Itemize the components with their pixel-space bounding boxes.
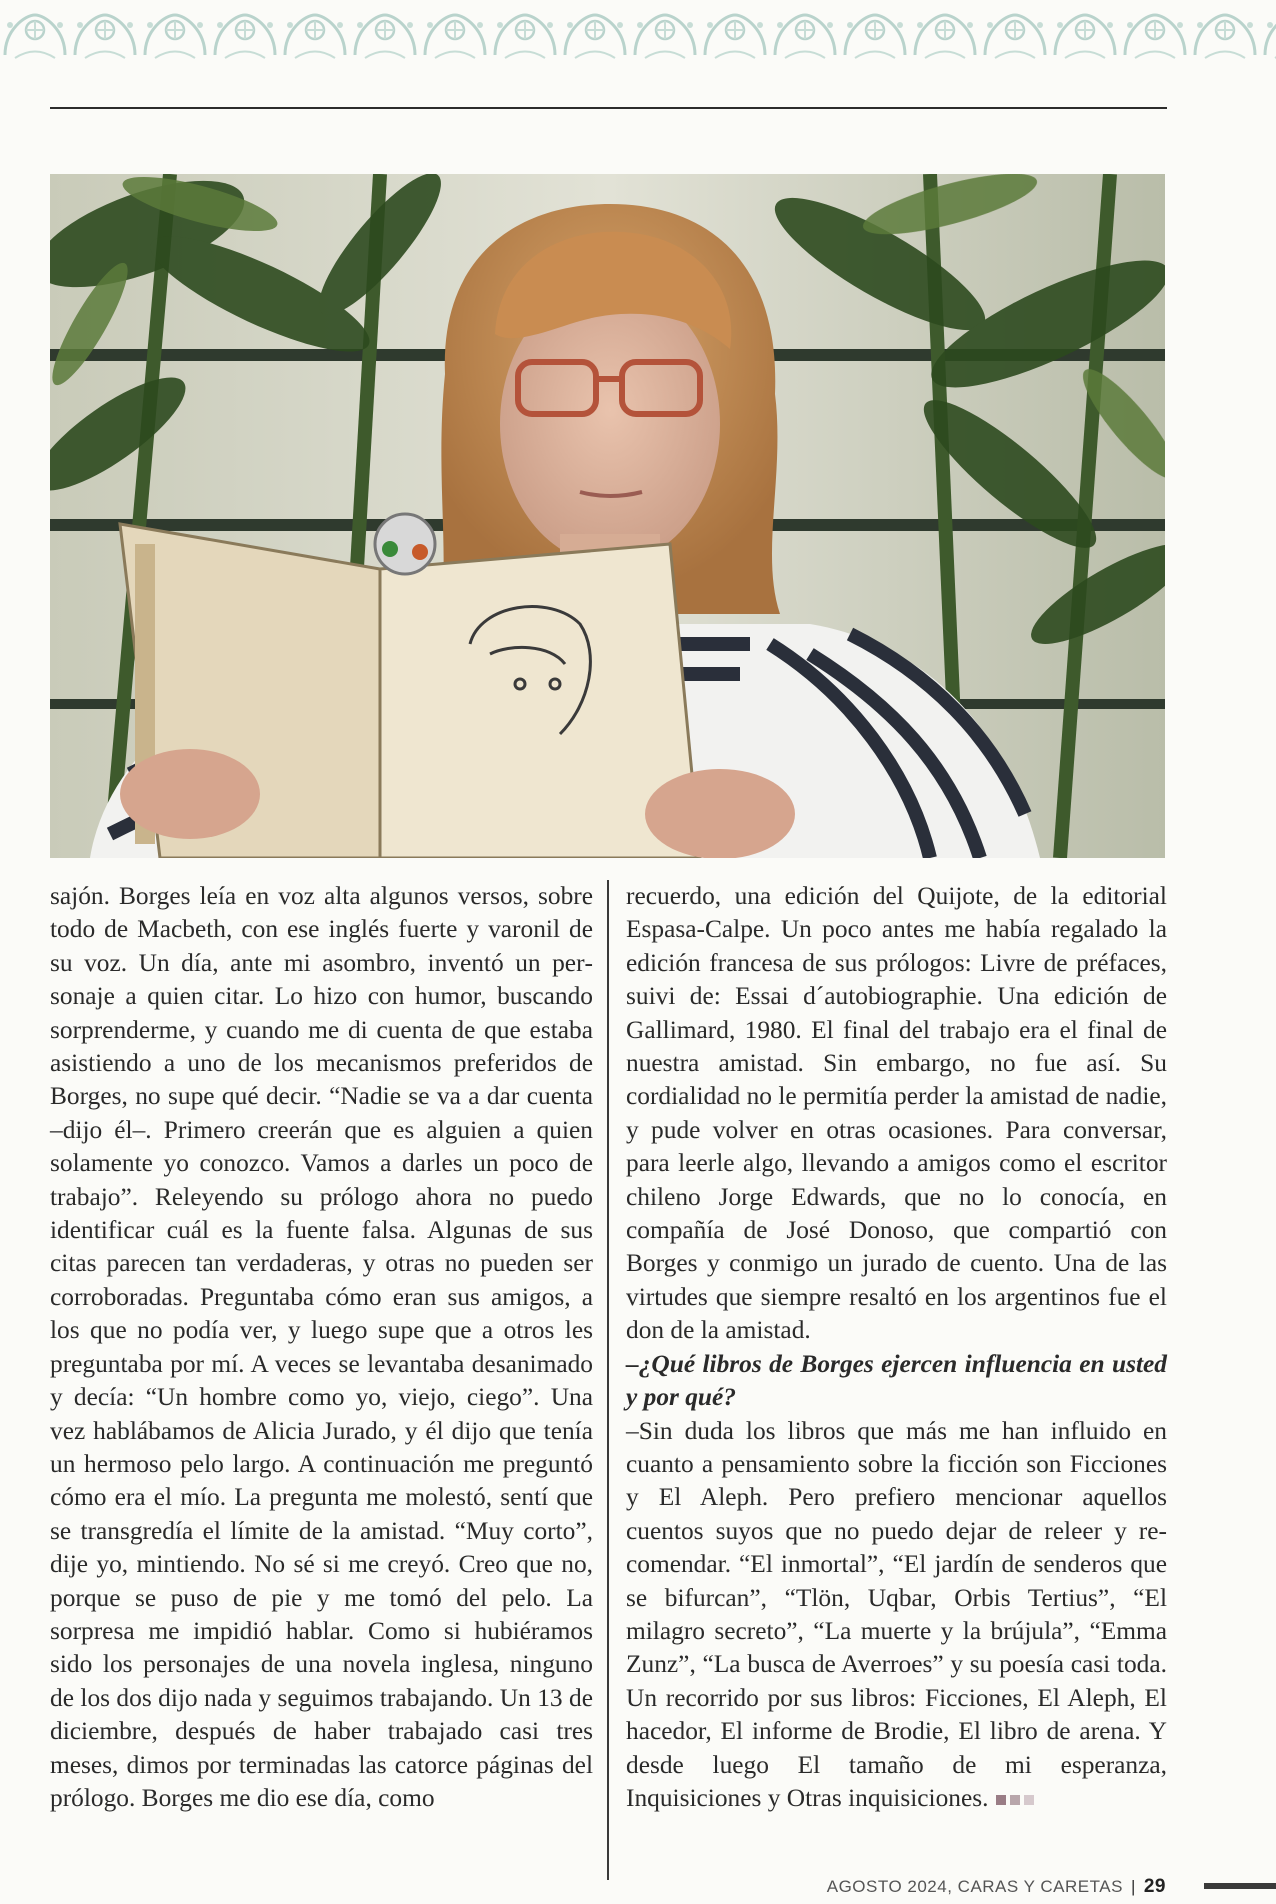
- header-rule: [50, 107, 1167, 109]
- issue-label: AGOSTO 2024, CARAS Y CARETAS: [826, 1877, 1123, 1896]
- footer-bar: [1204, 1883, 1276, 1889]
- article-left-column: [50, 880, 593, 1815]
- article-right-column: [626, 880, 1167, 1815]
- end-of-article-marks: [996, 1782, 1038, 1815]
- article-photo: [50, 174, 1165, 858]
- footer-separator: |: [1130, 1877, 1136, 1896]
- interview-question: –¿Qué libros de Borges ejercen influencia en usted y por qué?: [626, 1349, 1167, 1412]
- page-number: 29: [1143, 1876, 1166, 1897]
- left-column-text: sajón. Borges leía en voz alta algunos versos, sobre todo de Macbeth, con ese inglés fuerte y varonil de su voz. Un día, ante mi asombro, inventó un personaje a quien citar. Lo hizo con humor, buscando sorprenderme, y cuando me di cuenta de que estaba asistiendo a uno de los mecanismos preferidos de Borges, no supe qué decir. “Nadie se va a dar cuenta –dijo él–. Primero creerán que es alguien a quien solamente yo conozco. Vamos a darles un poco de trabajo”. Releyendo su prólogo ahora no puedo identificar cuál es la fuente falsa. Algunas de sus citas parecen tan verdaderas, y otras no pueden ser corroboradas. Preguntaba cómo eran sus amigos, a los que no podía ver, y luego supe que a otros les preguntaba por mí. A veces se levantaba desanimado y decía: “Un hombre como yo, viejo, ciego”. Una vez hablábamos de Alicia Jurado, y él dijo que tenía un hermoso pelo largo. A continuación me preguntó cómo era el mío. La pregunta me molestó, sentí que se transgredía el límite de la amistad. “Muy corto”, dije yo, mintiendo. No sé si me creyó. Creo que no, porque se puso de pie y me tomó del pelo. La sorpresa me impidió hablar. Como si hubiéramos sido los personajes de una novela inglesa, ninguno de los dos dijo nada y seguimos trabajando. Un 13 de diciembre, después de haber trabajado casi tres meses, dimos por terminadas las catorce páginas del prólogo. Borges me dio ese día, como: [50, 882, 593, 1812]
- page-footer: [827, 1876, 1166, 1898]
- interview-answer: [626, 1415, 1167, 1816]
- header-ornament: [0, 0, 1276, 70]
- right-column-paragraph: recuerdo, una edición del Quijote, de la editorial Espasa-Calpe. Un poco antes me había regalado la edición francesa de sus prólogos: Livre de préfaces, suivi de: Essai d´autobiographie. Una edición de Gallimard, 1980. El final del trabajo era el final de nuestra amistad. Sin embargo, no fue así. Su cordialidad no le permitía perder la amistad de nadie, y pude volver en otras ocasiones. Para conversar, para leerle algo, llevando a amigos como el escritor chileno Jorge Edwards, que no lo conocía, en compañía de José Donoso, que compartió con Borges y conmigo un jurado de cuento. Una de las virtudes que siempre resaltó en los argentinos fue el don de la amistad.: [626, 882, 1167, 1345]
- column-divider: [607, 880, 609, 1880]
- answer-text: –Sin duda los libros que más me han influido en cuanto a pensamiento sobre la ficción son Ficciones y El Aleph. Pero prefiero mencionar aquellos cuentos suyos que no puedo dejar de releer y recomendar. “El inmortal”, “El jardín de senderos que se bifurcan”, “Tlön, Uqbar, Orbis Tertius”, “El milagro secreto”, “La muerte y la brújula”, “Emma Zunz”, “La busca de Averroes” y su poesía casi toda. Un recorrido por sus libros: Ficciones, El Aleph, El hacedor, El informe de Brodie, El libro de arena. Y desde luego El tamaño de mi esperanza, Inquisiciones y Otras inquisiciones.: [626, 1416, 1167, 1812]
